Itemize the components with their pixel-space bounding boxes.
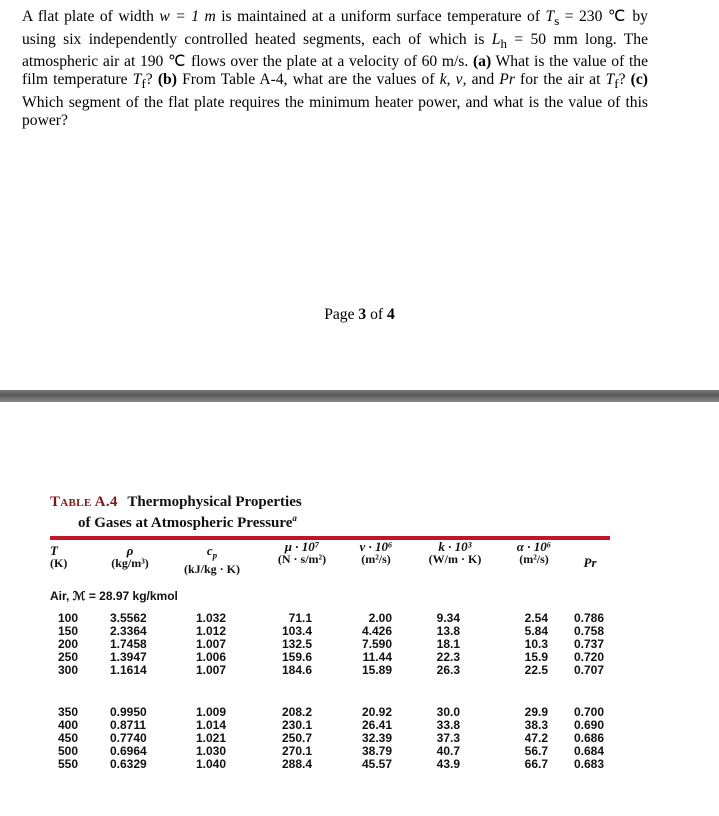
table-caption-label: Table A.4 [50,494,118,510]
col-rho: 0.9950 0.8711 0.7740 0.6964 0.6329 [110,705,147,771]
table-caption [50,494,302,511]
col-nu: 20.92 26.41 32.39 38.79 45.57 [361,705,392,771]
col-rho: 3.5562 2.3364 1.7458 1.3947 1.1614 [110,611,147,677]
header-nu: ν · 10⁶ (m²/s) [359,539,393,566]
header-mu: μ · 10⁷ (N · s/m²) [277,539,327,566]
table-caption-line2: of Gases at Atmospheric Pressure$^a$ [78,513,297,531]
col-mu: 208.2 230.1 250.7 270.1 288.4 [281,705,312,771]
col-Pr: 0.700 0.690 0.686 0.684 0.683 [574,705,605,771]
gas-label: Air, ℳ = 28.97 kg/kmol [50,589,178,603]
col-T: 100 150 200 250 300 [58,611,79,677]
header-cp: $c_p$ (kJ/kg · K) [183,543,240,576]
page-number: Page 3 of 4 [324,306,395,323]
header-rho: ρ (kg/m³) [111,543,149,570]
col-k: 9.34 13.8 18.1 22.3 26.3 [436,611,460,677]
property-table [50,494,610,794]
table-caption-title: Thermophysical Properties [127,494,302,510]
col-T: 350 400 450 500 550 [58,705,79,771]
col-cp: 1.009 1.014 1.021 1.030 1.040 [196,705,227,771]
problem-statement: A flat plate of width w = 1 m is maintained at a uniform surface temperature of $T_s = 230$ ℃ by using six independently controlled heated segments, each of which is $L_h = 50$ mm long. The atmospheric air at 190 ℃ flows over the plate at a velocity of 60 m/s. (a) What is the value of the film temperature $T_f$? (b) From Table A-4, what are the values of k, ν, and Pr for the air at $T_f$? (c) Which segment of the flat plate requires the minimum heater power, and what is the value of this power? [22,8,648,130]
col-alpha: 2.54 5.84 10.3 15.9 22.5 [524,611,548,677]
header-T: T (K) [50,543,68,570]
col-nu: 2.00 4.426 7.590 11.44 15.89 [361,611,392,677]
col-k: 30.0 33.8 37.3 40.7 43.9 [436,705,460,771]
page-divider [0,390,719,402]
header-alpha: α · 10⁶ (m²/s) [516,539,552,566]
col-Pr: 0.786 0.758 0.737 0.720 0.707 [574,611,605,677]
col-mu: 71.1 103.4 132.5 159.6 184.6 [281,611,312,677]
header-k: k · 10³ (W/m · K) [428,539,482,566]
col-cp: 1.032 1.012 1.007 1.006 1.007 [196,611,227,677]
header-Pr: Pr [583,555,597,570]
col-alpha: 29.9 38.3 47.2 56.7 66.7 [524,705,548,771]
